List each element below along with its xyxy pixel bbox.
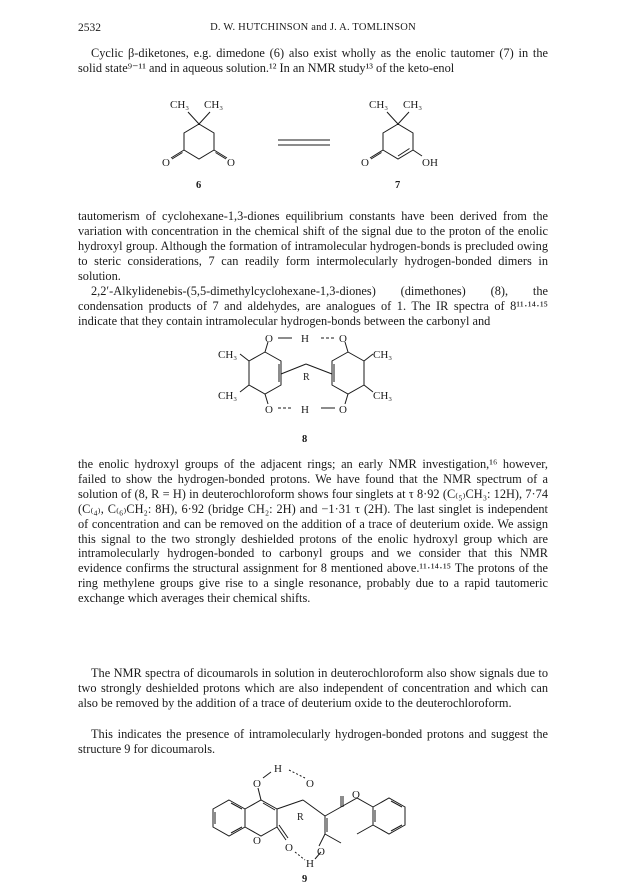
enol-ch3-left: CH₃	[369, 99, 389, 111]
dimethone-r: R	[303, 372, 310, 383]
dicoumarol-h-top: H	[274, 763, 282, 775]
dimethone-h-top: H	[301, 333, 309, 345]
compound-label-6: 6	[196, 180, 202, 191]
dimedone-ch3-right: CH₃	[204, 99, 224, 111]
dicoumarol-o-hydroxy-bottom: O	[317, 846, 325, 858]
dimethone-ch3-1: CH₃	[218, 349, 238, 361]
dicoumarol-o-carbonyl-top: O	[306, 778, 314, 790]
enol-oxo: O	[361, 157, 369, 169]
page-header	[78, 22, 548, 38]
dimedone-ch3-left: CH₃	[170, 99, 190, 111]
dimethone-o-top-left: O	[265, 333, 273, 345]
enol-ch3-right: CH₃	[403, 99, 423, 111]
dicoumarol-o-carbonyl-bottom: O	[285, 842, 293, 854]
page-number: 2532	[78, 22, 101, 34]
compound-label-7: 7	[395, 180, 401, 191]
scheme-dimedone-enol	[150, 84, 480, 208]
dimethone-o-bottom-left: O	[265, 404, 273, 416]
paragraph-6: This indicates the presence of intramolecularly hydrogen-bonded protons and suggest the structure 9 for dicoumarols.	[78, 727, 548, 756]
dimethone-o-top-right: O	[339, 333, 347, 345]
dicoumarol-o-hydroxy-top: O	[253, 778, 261, 790]
structure-dimethone	[210, 328, 420, 456]
paragraph-4: the enolic hydroxyl groups of the adjacent rings; an early NMR investigation,¹⁶ however, failed to show the hydrogen-bonded protons. We have found that the NMR spectrum of a solution of (8, R = H) in deuterochloroform shows four singlets at τ 8·92 (C₍₅₎CH₃: 12H), 7·74 (C₍₄₎, C₍₆₎CH₂: 8H), 6·92 (bridge CH₂: 2H) and −1·31 τ (2H). The last singlet is independent of concentration and can be removed on the addition of a trace of deuterium oxide. We assign this signal to the two strongly deshielded protons of the enolic hydroxyl group which are intramolecularly hydrogen-bonded to carbonyl groups and we consider that this NMR evidence confirms the structural assignment for 8 mentioned above.¹¹·¹⁴·¹⁵ The protons of the ring methylene groups give rise to a single resonance, probably due to a rapid tautomeric exchange which averages their chemical shifts.	[78, 457, 548, 606]
compound-label-9: 9	[302, 874, 308, 884]
dimethone-ch3-2: CH₃	[218, 390, 238, 402]
dimedone-oxo-right: O	[227, 157, 235, 169]
running-title: D. W. HUTCHINSON and J. A. TOMLINSON	[210, 22, 416, 33]
structure-dicoumarol	[185, 756, 445, 884]
dicoumarol-r: R	[297, 812, 304, 823]
compound-label-8: 8	[302, 434, 308, 445]
dicoumarol-o-ring-top: O	[352, 789, 360, 801]
paragraph-5: The NMR spectra of dicoumarols in solution in deuterochloroform also show signals due to two strongly deshielded protons which are also independent of concentration and which can also be removed by the addition of a trace of deuterium oxide to the deuterochloroform.	[78, 666, 548, 710]
dimedone-oxo-left: O	[162, 157, 170, 169]
dimethone-ch3-3: CH₃	[373, 349, 393, 361]
paragraph-3: 2,2′-Alkylidenebis-(5,5-dimethylcyclohexane-1,3-diones) (dimethones) (8), the condensation products of 7 and aldehydes, are analogues of 1. The IR spectra of 8¹¹·¹⁴·¹⁵ indicate that they contain intramolecular hydrogen-bonds between the carbonyl and	[78, 284, 548, 328]
dimethone-o-bottom-right: O	[339, 404, 347, 416]
enol-hydroxy: OH	[422, 157, 438, 169]
dicoumarol-o-ring-bottom: O	[253, 835, 261, 847]
dicoumarol-h-bottom: H	[306, 858, 314, 870]
paragraph-1: Cyclic β-diketones, e.g. dimedone (6) also exist wholly as the enolic tautomer (7) in the solid state⁹⁻¹¹ and in aqueous solution.¹² In an NMR study¹³ of the keto-enol	[78, 46, 548, 75]
dimethone-ch3-4: CH₃	[373, 390, 393, 402]
paragraph-2: tautomerism of cyclohexane-1,3-diones equilibrium constants have been derived from the variation with concentration in the chemical shift of the signal due to the proton of the enolic hydroxyl group. Although the formation of intramolecular hydrogen-bonds is precluded owing to steric considerations, 7 can readily form intermolecularly hydrogen-bonded dimers in solution.	[78, 209, 548, 283]
dimethone-h-bottom: H	[301, 404, 309, 416]
